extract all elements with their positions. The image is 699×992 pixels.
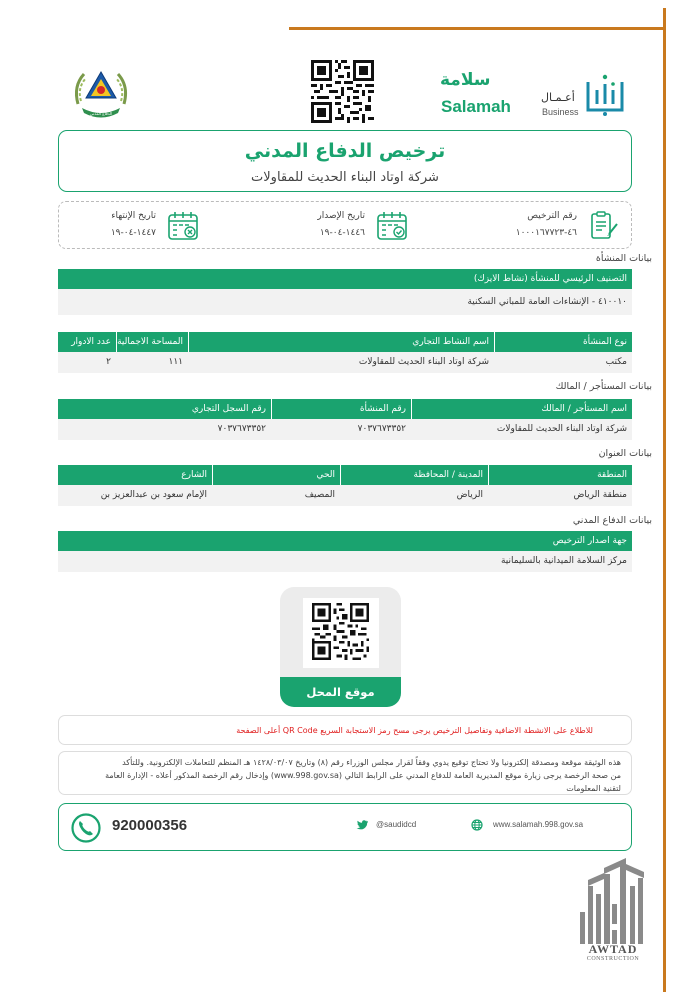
expiry-date-item (60, 208, 210, 244)
license-number-value: ٤٦-١٠٠٠١٦٧٧٢٣ (515, 228, 577, 238)
issue-date-label: تاريخ الإصدار (317, 211, 365, 221)
facility-section-label: بيانات المنشأة (595, 253, 652, 264)
owner-cr-value: ٧٠٣٧٦٧٣٣٥٢ (217, 424, 266, 434)
license-title-box (58, 130, 632, 192)
address-street-header: الشارع (181, 470, 207, 480)
disclaimer-line-1: هذه الوثيقة موقعة ومصدقة إلكترونيا ولا تحتاج توقيع يدوي وفقاً لقرار مجلس الوزراء رقم (٨) وتاريخ ١٤٢٨/٠٣/٠٧ هـ المنظم للتعاملات الإلكترونية. وللتأكد (122, 758, 621, 767)
address-city-header: المدينة / المحافظة (340, 465, 488, 485)
facility-floors-header: عدد الادوار (71, 337, 111, 347)
address-row (58, 485, 632, 506)
salamah-logo-english: Salamah (441, 97, 511, 116)
facility-area-value: ١١١ (168, 357, 183, 367)
classification-row (58, 289, 632, 315)
issue-date-item (269, 208, 419, 244)
frame-side-line (663, 8, 666, 992)
facility-row (58, 352, 632, 373)
business-logo-icon (585, 70, 625, 120)
classification-header: التصنيف الرئيسي للمنشأة (نشاط الايزك) (473, 274, 627, 284)
owner-facility-no-header: رقم المنشأة (271, 399, 411, 419)
license-number-item (481, 208, 631, 244)
awtad-logo-icon (574, 856, 652, 946)
address-street-value: الإمام سعود بن عبدالعزيز بن (100, 490, 207, 500)
location-label[interactable]: موقع المحل (280, 677, 401, 707)
globe-icon[interactable] (471, 819, 483, 831)
owner-name-value: شركة اوتاد البناء الحديث للمقاولات (496, 424, 627, 434)
owner-facility-no-value: ٧٠٣٧٦٧٣٣٥٢ (357, 424, 406, 434)
facility-header-bar (58, 332, 632, 352)
website-link[interactable]: www.salamah.998.gov.sa (493, 820, 584, 829)
license-info-box (58, 201, 632, 249)
facility-activity-value: شركة اوتاد البناء الحديث للمقاولات (358, 357, 489, 367)
civil-defense-value: مركز السلامة الميدانية بالسليمانية (500, 556, 627, 566)
salamah-logo-arabic: سلامة (440, 70, 491, 90)
address-region-header: المنطقة (488, 465, 632, 485)
license-number-label: رقم الترخيص (527, 211, 577, 221)
phone-icon[interactable] (70, 812, 102, 844)
civil-defense-header-bar (58, 531, 632, 551)
location-qr-code-icon[interactable] (312, 603, 369, 660)
phone-number[interactable]: 920000356 (112, 817, 188, 834)
facility-type-value: مكتب (605, 357, 627, 367)
calendar-x-icon (166, 210, 200, 242)
civil-defense-row (58, 551, 632, 572)
address-district-header: الحي (212, 465, 340, 485)
address-district-value: المصيف (304, 490, 335, 500)
expiry-date-label: تاريخ الإنتهاء (111, 211, 156, 221)
awtad-subtitle: CONSTRUCTION (586, 956, 640, 962)
twitter-handle[interactable]: @saudidcd (376, 820, 417, 829)
facility-area-header: المساحة الاجمالية (116, 332, 188, 352)
disclaimer-box (58, 751, 632, 795)
civil-defense-logo-icon (70, 64, 132, 124)
owner-row (58, 419, 632, 440)
qr-notice: للاطلاع على الانشطة الاضافية وتفاصيل الترخيص يرجى مسح رمز الاستجابة السريع QR Code أعلى الصفحة (58, 715, 632, 745)
classification-header-bar (58, 269, 632, 289)
facility-type-header: نوع المنشأة (494, 332, 632, 352)
address-region-value: منطقة الرياض (573, 490, 627, 500)
issue-date-value: ١٤٤٦-٠٤-١٩ (319, 228, 365, 238)
address-city-value: الرياض (456, 490, 483, 500)
svg-text:الدفاع المدني: الدفاع المدني (89, 111, 113, 116)
frame-top-line (289, 27, 665, 30)
calendar-check-icon (375, 210, 409, 242)
classification-value: ٤١٠٠١٠ - الإنشاءات العامة للمباني السكنية (467, 297, 627, 307)
document-check-icon (587, 210, 621, 242)
owner-name-header: اسم المستأجر / المالك (411, 399, 632, 419)
expiry-date-value: ١٤٤٧-٠٤-١٩ (110, 228, 156, 238)
disclaimer-line-2: من صحة الرخصة يرجى زيارة موقع المديرية العامة للدفاع المدني على الرابط التالي (www.998.gov.sa) وإدخال رقم الرخصة المذكور أعلاه - الإدارة العامة (105, 771, 621, 780)
owner-section-label: بيانات المستأجر / المالك (555, 381, 652, 392)
address-section-label: بيانات العنوان (598, 448, 652, 459)
facility-floors-value: ٢ (106, 357, 111, 367)
page-title: ترخيص الدفاع المدني (244, 140, 446, 162)
owner-header-bar (58, 399, 632, 419)
awtad-name: AWTAD (588, 942, 638, 956)
business-logo-arabic: أعـمـال (541, 91, 575, 104)
owner-cr-header: رقم السجل التجاري (191, 404, 266, 414)
twitter-icon[interactable] (356, 819, 368, 831)
company-name: شركة اوتاد البناء الحديث للمقاولات (251, 170, 439, 185)
business-logo-english: Business (542, 107, 579, 117)
top-qr-code-icon (311, 60, 374, 123)
address-header-bar (58, 465, 632, 485)
civil-defense-section-label: بيانات الدفاع المدني (572, 515, 652, 526)
facility-activity-header: اسم النشاط التجاري (188, 332, 494, 352)
disclaimer-line-3: لتقنية المعلومات (566, 784, 621, 793)
civil-defense-header: جهة اصدار الترخيص (552, 536, 627, 546)
